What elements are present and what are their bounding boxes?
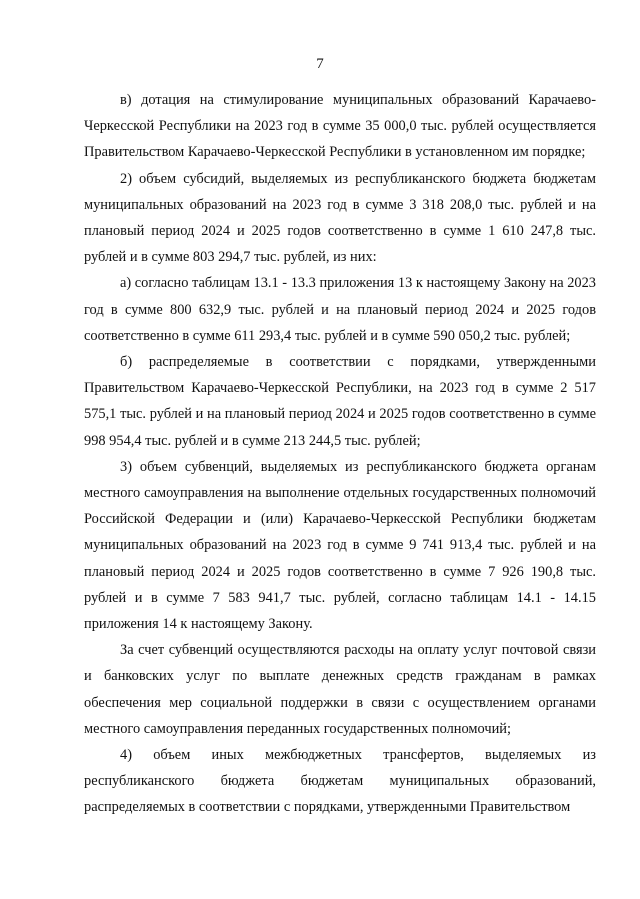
- paragraph-subsidies-b: б) распределяемые в соответствии с порядками, утвержденными Правительством Карачаево-Черкесской Республики, на 2023 год в сумме 2 517 575,1 тыс. рублей и на плановый период 2024 и 2025 годов соответственно в сумме 998 954,4 тыс. рублей и в сумме 213 244,5 тыс. рублей;: [84, 354, 596, 449]
- paragraph-subsidy-v: в) дотация на стимулирование муниципальных образований Карачаево-Черкесской Республики на 2023 год в сумме 35 000,0 тыс. рублей осуществляется Правительством Карачаево-Черкесской Республики в установленном им порядке;: [84, 92, 596, 161]
- paragraph-other-transfers-4: 4) объем иных межбюджетных трансфертов, выделяемых из республиканского бюджета бюджетам муниципальных образований, распределяемых в соответствии с порядками, утвержденными Правительством: [84, 747, 596, 816]
- paragraph-subsidies-a: а) согласно таблицам 13.1 - 13.3 приложения 13 к настоящему Закону на 2023 год в сумме 800 632,9 тыс. рублей и на плановый период 2024 и 2025 годов соответственно в сумме 611 293,4 тыс. рублей и в сумме 590 050,2 тыс. рублей;: [84, 275, 596, 344]
- page-number: 7: [316, 56, 324, 72]
- paragraph-subvention-expenses: За счет субвенций осуществляются расходы на оплату услуг почтовой связи и банковских услуг по выплате денежных средств гражданам в рамках обеспечения мер социальной поддержки в связи с осуществлением органами местного самоуправления переданных государственных полномочий;: [84, 642, 596, 737]
- document-body: [84, 87, 596, 821]
- paragraph-subsidies-2: 2) объем субсидий, выделяемых из республиканского бюджета бюджетам муниципальных образований на 2023 год в сумме 3 318 208,0 тыс. рублей и на плановый период 2024 и 2025 годов соответственно в сумме 1 610 247,8 тыс. рублей и в сумме 803 294,7 тыс. рублей, из них:: [84, 170, 596, 266]
- paragraph-subventions-3: 3) объем субвенций, выделяемых из республиканского бюджета органам местного самоуправления на выполнение отдельных государственных полномочий Российской Федерации и (или) Карачаево-Черкесской Республики бюджетам муниципальных образований на 2023 год в сумме 9 741 913,4 тыс. рублей и на плановый период 2024 и 2025 годов соответственно в сумме 7 926 190,8 тыс. рублей и в сумме 7 583 941,7 тыс. рублей, согласно таблицам 14.1 - 14.15 приложения 14 к настоящему Закону.: [84, 458, 596, 633]
